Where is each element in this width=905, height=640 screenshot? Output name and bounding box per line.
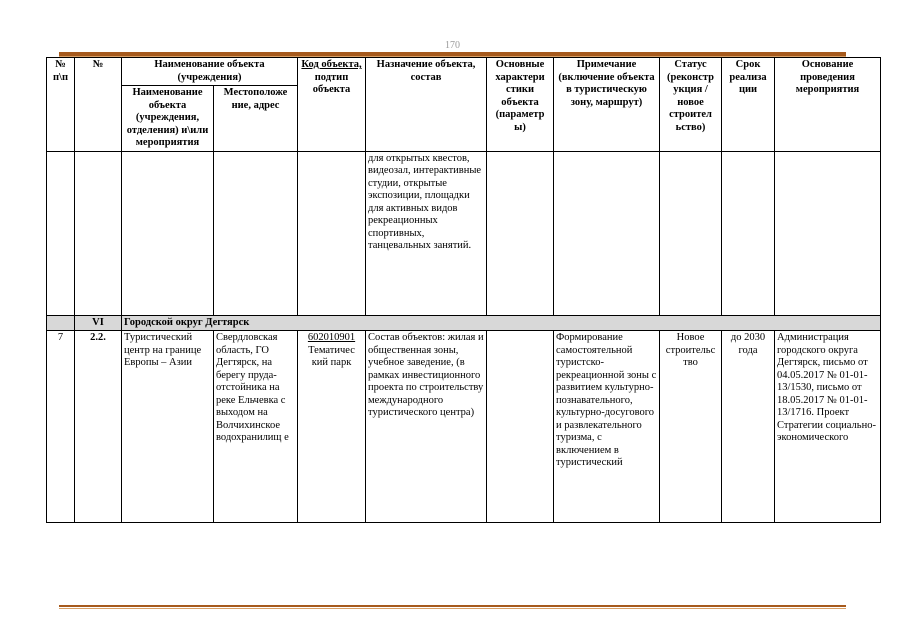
row-location: Свердловская область, ГО Дегтярск, на берегу пруда-отстойника на реке Ельчевка с выходом на Волчихинское водохранилищ е	[214, 331, 298, 523]
header-status: Статус (реконстр укция / новое строител ьство)	[660, 58, 722, 152]
table-header-row	[47, 58, 881, 86]
header-num-pp: № п\п	[47, 58, 75, 152]
header-term: Срок реализа ции	[722, 58, 775, 152]
section-row	[47, 315, 881, 331]
cell-empty	[214, 151, 298, 315]
footer-rule	[59, 605, 846, 607]
row-status: Новое строительс тво	[660, 331, 722, 523]
cell-empty	[298, 151, 366, 315]
header-code-sub: подтип объекта	[312, 71, 351, 95]
row-num: 2.2.	[75, 331, 122, 523]
header-code-label: Код объекта,	[301, 59, 362, 70]
page-number: 170	[445, 40, 460, 51]
cell-empty	[122, 151, 214, 315]
row-code	[298, 331, 366, 523]
header-purpose: Назначение объекта, состав	[366, 58, 487, 152]
cell-empty	[722, 151, 775, 315]
header-note: Примечание (включение объекта в туристическую зону, маршрут)	[554, 58, 660, 152]
row-term: до 2030 года	[722, 331, 775, 523]
objects-table	[46, 57, 881, 523]
header-basis: Основание проведения мероприятия	[775, 58, 881, 152]
header-location: Местоположе ние, адрес	[214, 86, 298, 152]
section-title: Городской округ Дегтярск	[122, 315, 881, 331]
continuation-row	[47, 151, 881, 315]
cell-empty	[47, 151, 75, 315]
header-num: №	[75, 58, 122, 152]
cell-empty	[775, 151, 881, 315]
row-characteristics	[487, 331, 554, 523]
cell-empty	[487, 151, 554, 315]
row-note: Формирование самостоятельной туристско-рекреационной зоны с развитием культурно-познавательного, культурно-досугового и развлекательного туризма, с включением в туристический	[554, 331, 660, 523]
cell-empty	[554, 151, 660, 315]
cell-empty	[660, 151, 722, 315]
header-name-group: Наименование объекта (учреждения)	[122, 58, 298, 86]
cell-empty	[47, 315, 75, 331]
section-number: VI	[75, 315, 122, 331]
row-code-type: Тематичес кий парк	[308, 344, 355, 368]
header-characteristics: Основные характери стики объекта (параметр ы)	[487, 58, 554, 152]
row-num-pp: 7	[47, 331, 75, 523]
row-name: Туристический центр на границе Европы – Азии	[122, 331, 214, 523]
header-name: Наименование объекта (учреждения, отделения) и\или мероприятия	[122, 86, 214, 152]
header-code	[298, 58, 366, 152]
continuation-purpose: для открытых квестов, видеозал, интерактивные студии, открытые экспозиции, площадки для активных видов рекреационных спортивных, танцевальных занятий.	[366, 151, 487, 315]
row-purpose: Состав объектов: жилая и общественная зоны, учебное заведение, (в рамках инвестиционного проекта по строительству международного туристического центра)	[366, 331, 487, 523]
cell-empty	[75, 151, 122, 315]
table-row	[47, 331, 881, 523]
row-code-number: 602010901	[307, 332, 356, 343]
row-basis: Администрация городского округа Дегтярск, письмо от 04.05.2017 № 01-01-13/1530, письмо от 18.05.2017 № 01-01-13/1716. Проект Стратегии социально-экономического	[775, 331, 881, 523]
